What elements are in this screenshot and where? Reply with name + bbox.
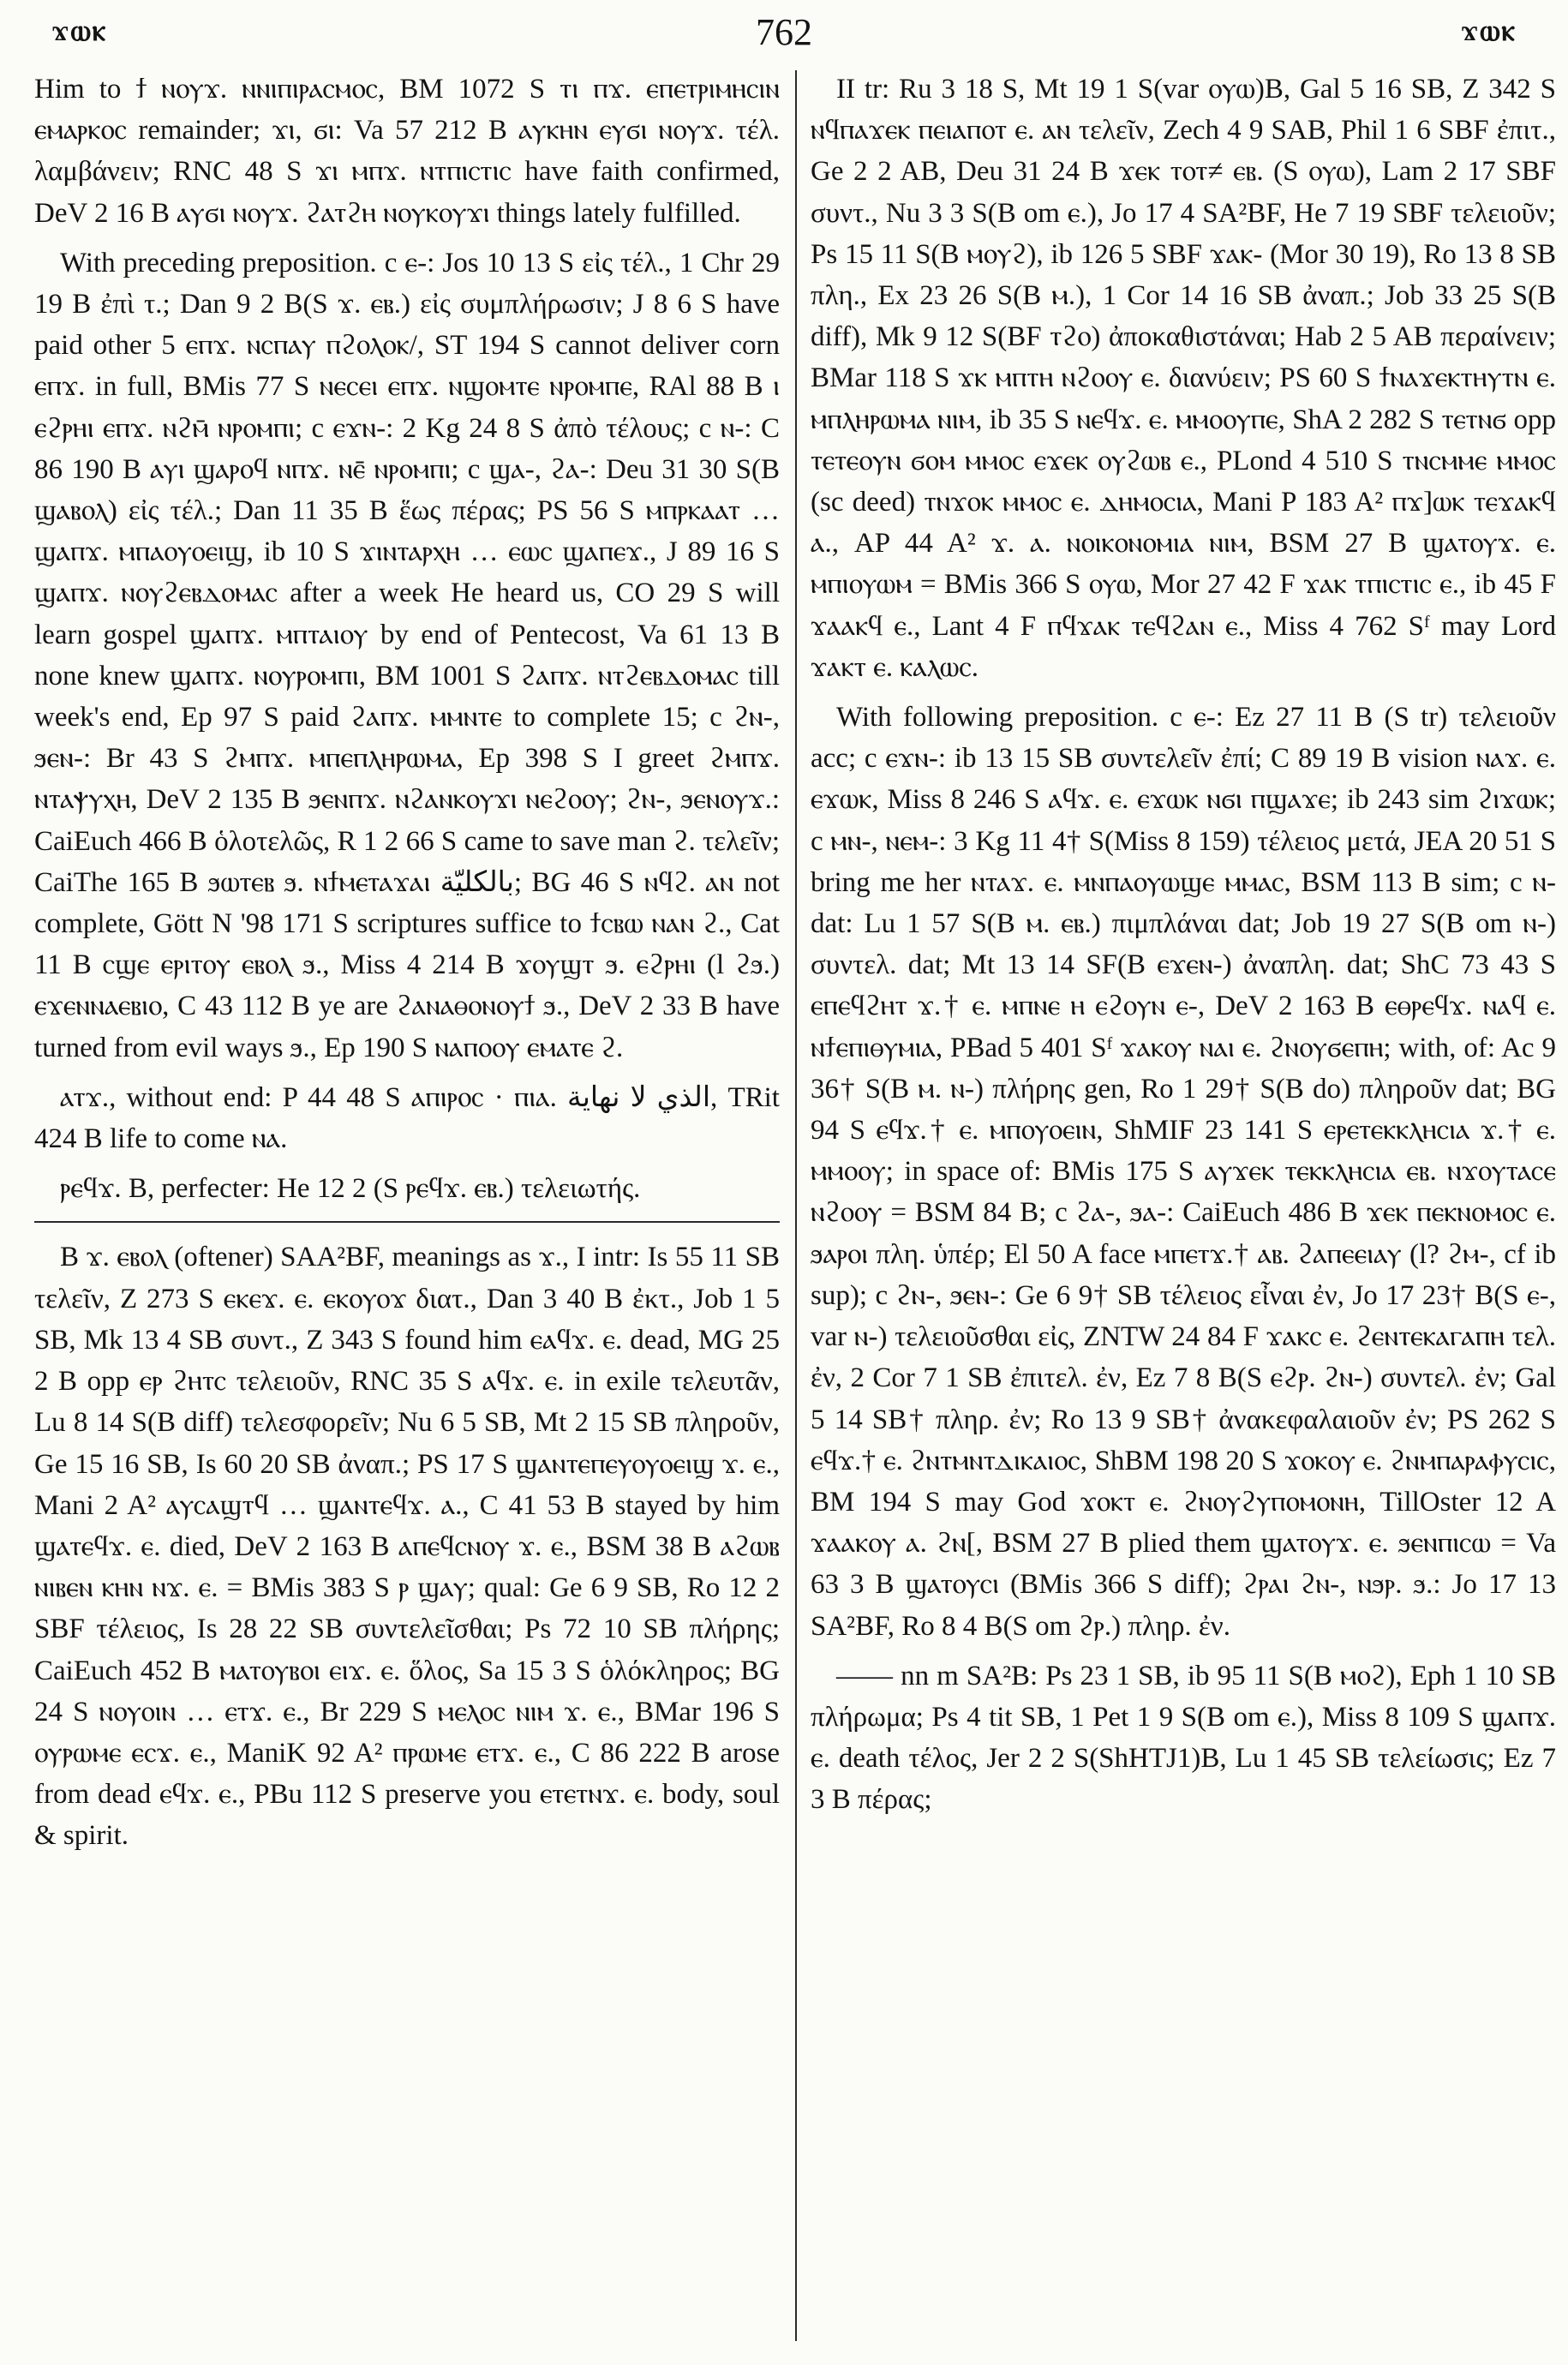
section-rule (34, 1221, 780, 1223)
left-column (34, 69, 780, 2348)
page-header (51, 10, 1517, 62)
entry-paragraph: ⲁⲧϫ., without end: P 44 48 S ⲁⲡⲓⲣⲟⲥ · ⲡⲓⲁ. الذي لا نهاية, TRit 424 B life to come ⲛⲁ. (34, 1081, 780, 1155)
entry-paragraph: With preceding preposition. c ⲉ-: Jos 10 13 S εἰς τέλ., 1 Chr 29 19 B ἐπὶ τ.; Dan 9 2 B(S ϫ. ⲉⲃ.) εἰς συμπλήρωσιν; J 8 6 S have paid other 5 ⲉⲡϫ. ⲛⲥⲡⲁⲩ ⲡϩⲟⲗⲟⲕ/, ST 194 S cannot deliver corn ⲉⲡϫ. in full, BMis 77 S ⲛⲉⲥⲉⲓ ⲉⲡϫ. ⲛϣⲟⲙⲧⲉ ⲛⲣⲟⲙⲡⲉ, RAl 88 B ⲓ ⲉϩⲣⲏⲓ ⲉⲡϫ. ⲛϩⲙ̄ ⲛⲣⲟⲙⲡⲓ; c ⲉϫⲛ-: 2 Kg 24 8 S ἀπὸ τέλους; c ⲛ-: C 86 190 B ⲁⲩⲓ ϣⲁⲣⲟϥ ⲛⲡϫ. ⲛⲉ̄ ⲛⲣⲟⲙⲡⲓ; c ϣⲁ-, ϩⲁ-: Deu 31 30 S(B ϣⲁⲃⲟⲗ) εἰς τέλ.; Dan 11 35 B ἕως πέρας; PS 56 S ⲙⲡⲣⲕⲁⲁⲧ … ϣⲁⲡϫ. ⲙⲡⲁⲟⲩⲟⲉⲓϣ, ib 10 S ϫⲓⲛⲧⲁⲣⲭⲏ … ⲉⲱⲥ ϣⲁⲡⲉϫ., J 89 16 S ϣⲁⲡϫ. ⲛⲟⲩϩⲉⲃⲇⲟⲙⲁⲥ after a week He heard us, CO 29 S will learn gospel ϣⲁⲡϫ. ⲙⲡⲧⲁⲓⲟⲩ by end of Pentecost, Va 61 13 B none knew ϣⲁⲡϫ. ⲛⲟⲩⲣⲟⲙⲡⲓ, BM 1001 S ϩⲁⲡϫ. ⲛⲧϩⲉⲃⲇⲟⲙⲁⲥ till week's end, Ep 97 S paid ϩⲁⲡϫ. ⲙⲙⲛⲧⲉ to complete 15; c ϩⲛ-, ϧⲉⲛ-: Br 43 S ϩⲙⲡϫ. ⲙⲡⲉⲡⲗⲏⲣⲱⲙⲁ, Ep 398 S I greet ϩⲙⲡϫ. ⲛⲧⲁⲯⲩⲭⲏ, DeV 2 135 B ϧⲉⲛⲡϫ. ⲛϩⲁⲛⲕⲟⲩϫⲓ ⲛⲉϩⲟⲟⲩ; ϩⲛ-, ϧⲉⲛⲟⲩϫ.: CaiEuch 466 B ὁλοτελῶς, R 1 2 66 S came to save man ϩ. τελεῖν; CaiThe 165 B ϧⲱⲧⲉⲃ ϧ. ⲛϯⲙⲉⲧⲁϫⲁⲓ بالكليّة; BG 46 S ⲛϥϩ. ⲁⲛ not complete, Gött N '98 171 S scriptures suffice to ϯⲥⲃⲱ ⲛⲁⲛ ϩ., Cat 11 B ⲥϣⲉ ⲉⲣⲓⲧⲟⲩ ⲉⲃⲟⲗ ϧ., Miss 4 214 B ϫⲟⲩϣⲧ ϧ. ⲉϩⲣⲏⲓ (l ϩϧ.) ⲉϫⲉⲛⲛⲁⲉⲃⲓⲟ, C 43 112 B ye are ϩⲁⲛⲁⲑⲟⲛⲟⲩϯ ϧ., DeV 2 33 B have turned from evil ways ϧ., Ep 190 S ⲛⲁⲡⲟⲟⲩ ⲉⲙⲁⲧⲉ ϩ. (34, 247, 780, 1063)
running-headword-left: ϫⲱⲕ (51, 15, 108, 47)
right-column (811, 69, 1556, 2348)
entry-paragraph: Him to ϯ ⲛⲟⲩϫ. ⲛⲛⲓⲡⲓⲣⲁⲥⲙⲟⲥ, BM 1072 S ⲧⲓ ⲡϫ. ⲉⲡⲉⲧⲣⲓⲙⲏⲥⲓⲛ ⲉⲙⲁⲣⲕⲟⲥ remainder; ϫⲓ, ϭⲓ: Va 57 212 B ⲁⲩⲕⲏⲛ ⲉⲩϭⲓ ⲛⲟⲩϫ. τέλ. λαμβάνειν; RNC 48 S ϫⲓ ⲙⲡϫ. ⲛⲧⲡⲓⲥⲧⲓⲥ have faith confirmed, DeV 2 16 B ⲁⲩϭⲓ ⲛⲟⲩϫ. ϩⲁⲧϩⲏ ⲛⲟⲩⲕⲟⲩϫⲓ things lately fulfilled. (34, 74, 780, 229)
entry-paragraph: B ϫ. ⲉⲃⲟⲗ (oftener) SAA²BF, meanings as ϫ., I intr: Is 55 11 SB τελεῖν, Z 273 S ⲉⲕⲉϫ. ⲉ. ⲉⲕⲟⲩⲟϫ διατ., Dan 3 40 B ἐκτ., Job 1 5 SB, Mk 13 4 SB συντ., Z 343 S found him ⲉⲁϥϫ. ⲉ. dead, MG 25 2 B opp ⲉⲣ ϩⲏⲧⲥ τελειοῦν, RNC 35 S ⲁϥϫ. ⲉ. in exile τελευτᾶν, Lu 8 14 S(B diff) τελεσφορεῖν; Nu 6 5 SB, Mt 2 15 SB πληροῦν, Ge 15 16 SB, Is 60 20 SB ἀναπ.; PS 17 S ϣⲁⲛⲧⲉⲡⲉⲩⲟⲩⲟⲉⲓϣ ϫ. ⲉ., Mani 2 A² ⲁⲩⲥⲁϣⲧϥ … ϣⲁⲛⲧⲉϥϫ. ⲁ., C 41 53 B stayed by him ϣⲁⲧⲉϥϫ. ⲉ. died, DeV 2 163 B ⲁⲡⲉϥⲥⲛⲟⲩ ϫ. ⲉ., BSM 38 B ⲁϩⲱⲃ ⲛⲓⲃⲉⲛ ⲕⲏⲛ ⲛϫ. ⲉ. = BMis 383 S ⲣ ϣⲁⲩ; qual: Ge 6 9 SB, Ro 12 2 SBF τέλειος, Is 28 22 SB συντελεῖσθαι; Ps 72 10 SB πλήρης; CaiEuch 452 B ⲙⲁⲧⲟⲩⲃⲟⲓ ⲉⲓϫ. ⲉ. ὅλος, Sa 15 3 S ὁλόκληρος; BG 24 S ⲛⲟⲩⲟⲓⲛ … ⲉⲧϫ. ⲉ., Br 229 S ⲙⲉⲗⲟⲥ ⲛⲓⲙ ϫ. ⲉ., BMar 196 S ⲟⲩⲣⲱⲙⲉ ⲉⲥϫ. ⲉ., ManiK 92 A² ⲡⲣⲱⲙⲉ ⲉⲧϫ. ⲉ., C 86 222 B arose from dead ⲉϥϫ. ⲉ., PBu 112 S preserve you ⲉⲧⲉⲧⲛϫ. ⲉ. body, soul & spirit. (34, 1242, 780, 1852)
entry-paragraph: —— nn m SA²B: Ps 23 1 SB, ib 95 11 S(B ⲙⲟϩ), Eph 1 10 SB πλήρωμα; Ps 4 tit SB, 1 Pet 1 9 S(B om ⲉ.), Miss 8 109 S ϣⲁⲡϫ. ⲉ. death τέλος, Jer 2 2 S(ShHTJ1)B, Lu 1 45 SB τελείωσις; Ez 7 3 B πέρας; (811, 1660, 1556, 1816)
entry-paragraph: II tr: Ru 3 18 S, Mt 19 1 S(var ⲟⲩⲱ)B, Gal 5 16 SB, Z 342 S ⲛϥⲡⲁϫⲉⲕ ⲡⲉⲓⲁⲡⲟⲧ ⲉ. ⲁⲛ τελεῖν, Zech 4 9 SAB, Phil 1 6 SBF ἐπιτ., Ge 2 2 AB, Deu 31 24 B ϫⲉⲕ ⲧⲟⲧ≠ ⲉⲃ. (S ⲟⲩⲱ), Lam 2 17 SBF συντ., Nu 3 3 S(B om ⲉ.), Jo 17 4 SA²BF, He 7 19 SBF τελειοῦν; Ps 15 11 S(B ⲙⲟⲩϩ), ib 126 5 SBF ϫⲁⲕ- (Mor 30 19), Ro 13 8 SB πλη., Ex 23 26 S(B ⲙ.), 1 Cor 14 16 SB ἀναπ.; Job 33 25 S(B diff), Mk 9 12 S(BF ⲧϩⲟ) ἀποκαθιστάναι; Hab 2 5 AB περαίνειν; BMar 118 S ϫⲕ ⲙⲡⲧⲏ ⲛϩⲟⲟⲩ ⲉ. διανύειν; PS 60 S ϯⲛⲁϫⲉⲕⲧⲏⲩⲧⲛ ⲉ. ⲙⲡⲗⲏⲣⲱⲙⲁ ⲛⲓⲙ, ib 35 S ⲛⲉϥϫ. ⲉ. ⲙⲙⲟⲟⲩⲡⲉ, ShA 2 282 S ⲧⲉⲧⲛϭ opp ⲧⲉⲧⲉⲟⲩⲛ ϭⲟⲙ ⲙⲙⲟⲥ ⲉϫⲉⲕ ⲟⲩϩⲱⲃ ⲉ., PLond 4 510 S ⲧⲛⲥⲙⲙⲉ ⲙⲙⲟⲥ (sc deed) ⲧⲛϫⲟⲕ ⲙⲙⲟⲥ ⲉ. ⲇⲏⲙⲟⲥⲓⲁ, Mani P 183 A² ⲡϫ]ⲱⲕ ⲧⲉϫⲁⲕϥ ⲁ., AP 44 A² ϫ. ⲁ. ⲛⲟⲓⲕⲟⲛⲟⲙⲓⲁ ⲛⲓⲙ, BSM 27 B ϣⲁⲧⲟⲩϫ. ⲉ. ⲙⲡⲓⲟⲩⲱⲙ = BMis 366 S ⲟⲩⲱ, Mor 27 42 F ϫⲁⲕ ⲧⲡⲓⲥⲧⲓⲥ ⲉ., ib 45 F ϫⲁⲁⲕϥ ⲉ., Lant 4 F ⲡϥϫⲁⲕ ⲧⲉϥϩⲁⲛ ⲉ., Miss 4 762 Sᶠ may Lord ϫⲁⲕⲧ ⲉ. ⲕⲁⲗⲱⲥ. (811, 74, 1556, 683)
column-divider (795, 70, 797, 2341)
entry-paragraph: With following preposition. c ⲉ-: Ez 27 11 B (S tr) τελειοῦν acc; c ⲉϫⲛ-: ib 13 15 SB συντελεῖν ἐπί; C 89 19 B vision ⲛⲁϫ. ⲉ. ⲉϫⲱⲕ, Miss 8 246 S ⲁϥϫ. ⲉ. ⲉϫⲱⲕ ⲛϭⲓ ⲡϣⲁϫⲉ; ib 243 sim ϩⲓϫⲱⲕ; c ⲙⲛ-, ⲛⲉⲙ-: 3 Kg 11 4† S(Miss 8 159) τέλειος μετά, JEA 20 51 S bring me her ⲛⲧⲁϫ. ⲉ. ⲙⲛⲡⲁⲟⲩⲱϣⲉ ⲙⲙⲁⲥ, BSM 113 B sim; c ⲛ- dat: Lu 1 57 S(B ⲙ. ⲉⲃ.) πιμπλάναι dat; Job 19 27 S(B om ⲛ-) συντελ. dat; Mt 13 14 SF(B ⲉϫⲉⲛ-) ἀναπλη. dat; ShC 73 43 S ⲉⲡⲉϥϩⲏⲧ ϫ.† ⲉ. ⲙⲡⲛⲉ ⲏ ⲉϩⲟⲩⲛ ⲉ-, DeV 2 163 B ⲉⲑⲣⲉϥϫ. ⲛⲁϥ ⲉ. ⲛϯⲉⲡⲓⲑⲩⲙⲓⲁ, PBad 5 401 Sᶠ ϫⲁⲕⲟⲩ ⲛⲁⲓ ⲉ. ϩⲛⲟⲩϭⲉⲡⲏ; with, of: Ac 9 36† S(B ⲙ. ⲛ-) πλήρης gen, Ro 1 29† S(B do) πληροῦν dat; BG 94 S ⲉϥϫ.† ⲉ. ⲙⲡⲟⲩⲟⲉⲓⲛ, ShMIF 23 141 S ⲉⲣⲉⲧⲉⲕⲕⲗⲏⲥⲓⲁ ϫ.† ⲉ. ⲙⲙⲟⲟⲩ; in space of: BMis 175 S ⲁⲩϫⲉⲕ ⲧⲉⲕⲕⲗⲏⲥⲓⲁ ⲉⲃ. ⲛϫⲟⲩⲧⲁⲥⲉ ⲛϩⲟⲟⲩ = BSM 84 B; c ϩⲁ-, ϧⲁ-: CaiEuch 486 B ϫⲉⲕ ⲡⲉⲕⲛⲟⲙⲟⲥ ⲉ. ϧⲁⲣⲟⲓ πλη. ὑπέρ; El 50 A face ⲙⲡⲉⲧϫ.† ⲁⲃ. ϩⲁⲡⲉⲉⲓⲁⲩ (l? ϩⲙ-, cf ib sup); c ϩⲛ-, ϧⲉⲛ-: Ge 6 9† SB τέλειος εἶναι ἐν, Jo 17 23† B(S ⲉ-, var ⲛ-) τελειοῦσθαι εἰς, ZNTW 24 84 F ϫⲁⲕⲥ ⲉ. ϩⲉⲛⲧⲉⲕⲁⲅⲁⲡⲏ τελ. ἐν, 2 Cor 7 1 SB ἐπιτελ. ἐν, Ez 7 8 B(S ⲉϩⲣ. ϩⲛ-) συντελ. ἐν; Gal 5 14 SB† πληρ. ἐν; Ro 13 9 SB† ἀνακεφαλαιοῦν ἐν; PS 262 S ⲉϥϫ.† ⲉ. ϩⲛⲧⲙⲛⲧⲇⲓⲕⲁⲓⲟⲥ, ShBM 198 20 S ϫⲟⲕⲟⲩ ⲉ. ϩⲛⲙⲡⲁⲣⲁⲫⲩⲥⲓⲥ, BM 194 S may God ϫⲟⲕⲧ ⲉ. ϩⲛⲟⲩϩⲩⲡⲟⲙⲟⲛⲏ, TillOster 12 A ϫⲁⲁⲕⲟⲩ ⲁ. ϩⲛ[, BSM 27 B plied them ϣⲁⲧⲟⲩϫ. ⲉ. ϧⲉⲛⲡⲓⲥⲱ = Va 63 3 B ϣⲁⲧⲟⲩⲥⲓ (BMis 366 S diff); ϩⲣⲁⲓ ϩⲛ-, ⲛϧⲣ. ϧ.: Jo 17 13 SA²BF, Ro 8 4 B(S om ϩⲣ.) πληρ. ἐν. (811, 702, 1556, 1642)
entry-paragraph: ⲣⲉϥϫ. B, perfecter: He 12 2 (S ⲣⲉϥϫ. ⲉⲃ.) τελειωτής. (60, 1173, 641, 1205)
running-headword-right: ϫⲱⲕ (1460, 15, 1517, 47)
page-number: 762 (756, 11, 812, 53)
